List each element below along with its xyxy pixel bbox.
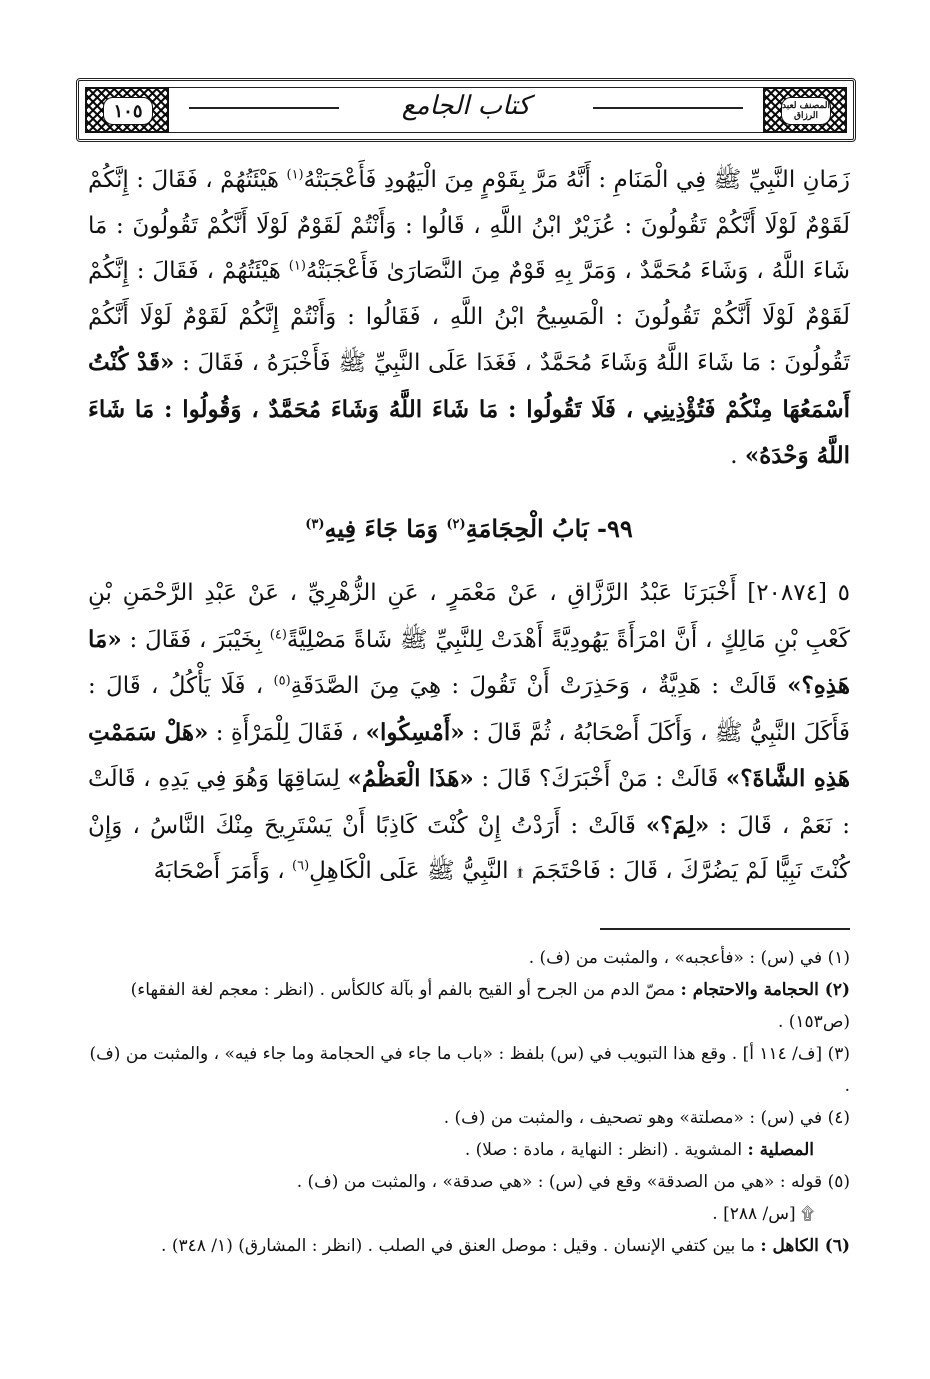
footnote-text: ما بين كتفي الإنسان . وقيل : موصل العنق في الصلب . (انظر : المشارق) (١/ ٣٤٨) . [161,1236,761,1256]
page-reference-note [80,1198,850,1230]
prophet-quote: «لِمَ؟» [645,811,710,839]
text-run: ٥ [٢٠٨٧٤] أَخْبَرَنَا عَبْدُ الرَّزَّاقِ ، عَنْ مَعْمَرٍ ، عَنِ الزُّهْرِيِّ ، عَنْ عَبْدِ الرَّحْمَنِ بْنِ كَعْبِ بْنِ مَالِكٍ ، أَنَّ امْرَأَةً يَهُودِيَّةً أَهْدَتْ لِلنَّبِيِّ ﷺ شَاةً مَصْلِيَّةً [88,580,850,653]
text-run: ، وَأَمَرَ أَصْحَابَهُ [153,858,293,884]
chapter-heading [88,506,850,552]
page-header [76,78,856,142]
text-run: هَيْئَتُهُمْ ، فَقَالَ : إِنَّكُمْ لَقَوْمٌ لَوْلَا أَنَّكُمْ تَقُولُونَ : الْمَسِيحُ ابْنُ اللَّهِ ، فَقَالُوا : وَأَنْتُمْ إِنَّكُمْ لَقَوْمٌ لَوْلَا أَنَّكُمْ تَقُولُونَ : مَا شَاءَ اللَّهُ وَشَاءَ مُحَمَّدٌ ، فَغَدَا عَلَى النَّبِيِّ ﷺ فَأَخْبَرَهُ ، فَقَالَ : [88,258,850,376]
footnote-4 [80,1102,850,1134]
footnote-5 [80,1166,850,1198]
footnote-6 [80,1230,850,1262]
text-run: قَالَتْ : هَدِيَّةٌ ، وَحَذِرَتْ أَنْ تَقُولَ : هِيَ مِنَ الصَّدَقَةِ [290,673,788,699]
footnote-term: المصلية : [747,1140,814,1160]
chapter-title-cont: وَمَا جَاءَ فِيهِ [324,513,447,543]
footnote-1 [80,942,850,974]
book-title: كتاب الجامع [401,91,531,121]
footnote-4-definition [80,1134,850,1166]
prophet-quote: «أَمْسِكُوا» [365,718,465,746]
footnote-marker: (٥) [273,673,291,689]
text-run: ، فَقَالَ لِلْمَرْأَةِ : [208,719,366,746]
footnote-term: (٦) الكاهل : [760,1236,850,1256]
main-text [88,158,850,895]
prophet-quote: «هَلْ سَمَمْتِ هَذِهِ الشَّاةَ؟» [88,718,850,792]
footnote-marker: (٤) [269,626,287,642]
footnote-text: ۩ [س/ ٢٨٨] . [712,1204,814,1224]
page-number: ١٠٥ [103,97,153,125]
text-run: قَالَتْ : مَنْ أَخْبَرَكَ؟ قَالَ : [473,766,726,792]
footnote-marker: (٢) [446,516,466,532]
footnote-marker: (٦) [292,858,310,874]
emblem-text: المصنف لعبد الرزاق [781,97,831,125]
footnote-text: (٣) [ف/ ١١٤ أ] . وقع هذا التبويب في (س) بلفظ : «باب ما جاء في الحجامة وما جاء فيه» ، والمثبت من (ف) . [89,1044,850,1096]
footnote-text: (٥) قوله : «هي من الصدقة» وقع في (س) : «هي صدقة» ، والمثبت من (ف) . [296,1172,850,1192]
hadith-20874 [88,571,850,895]
text-run: هَيْئَتُهُمْ ، فَقَالَ : إِنَّكُمْ لَقَوْمٌ لَوْلَا أَنَّكُمْ تَقُولُونَ : عُزَيْرٌ ابْنُ اللَّهِ ، قَالُوا : وَأَنْتُمْ لَقَوْمٌ لَوْلَا أَنَّكُمْ تَقُولُونَ : مَا شَاءَ اللَّهُ ، وَشَاءَ مُحَمَّدٌ ، وَمَرَّ بِهِ قَوْمٌ مِنَ النَّصَارَىٰ فَأَعْجَبَتْهُ [88,167,850,284]
prophet-quote: «قَدْ كُنْتُ أَسْمَعُهَا مِنْكُمْ فَتُؤْذِينِي ، فَلَا تَقُولُوا : مَا شَاءَ اللَّهُ وَشَاءَ مُحَمَّدٌ ، وَقُولُوا : مَا شَاءَ اللَّهُ وَحْدَهُ» [88,349,850,469]
footnote-text: المشوية . (انظر : النهاية ، مادة : صلا) . [464,1140,748,1160]
footnote-divider [600,928,850,930]
footnote-term: (٢) الحجامة والاحتجام : [680,980,850,1000]
footnote-marker: (١) [288,258,306,274]
text-run: قَالَتْ : أَرَدْتُ إِنْ كُنْتَ كَاذِبًا أَنْ يَسْتَرِيحَ مِنْكَ النَّاسُ ، وَإِنْ كُنْتَ نَبِيًّا لَمْ يَضُرَّكَ ، قَالَ : فَاحْتَجَمَ ۩ النَّبِيُّ ﷺ عَلَى الْكَاهِلِ [88,812,850,884]
prophet-quote: «هَذَا الْعَظْمُ» [347,765,474,792]
text-run: بِخَيْبَرَ ، فَقَالَ : [121,626,270,653]
footnote-2 [80,974,850,1038]
footnotes [80,942,850,1262]
text-run: زَمَانِ النَّبِيِّ ﷺ فِي الْمَنَامِ : أَنَّهُ مَرَّ بِقَوْمٍ مِنَ الْيَهُودِ فَأَعْجَبَتْهُ [303,167,850,193]
text-run: ، فَلَا يَأْكُلُ ، قَالَ : فَأَكَلَ النَّبِيُّ ﷺ ، وَأَكَلَ أَصْحَابُهُ ، ثُمَّ قَالَ : [88,673,850,746]
text-run: . [730,443,745,469]
footnote-text: (١) في (س) : «فأعجبه» ، والمثبت من (ف) . [528,948,850,968]
footnote-text: مصّ الدم من الجرح أو القيح بالفم أو بآلة كالكأس . (انظر : معجم لغة الفقهاء) (ص١٥٣) . [130,980,850,1032]
paragraph-dream-narration [88,158,850,480]
prophet-quote: «مَا هَذِهِ؟» [88,625,851,699]
footnote-marker: (١) [286,167,304,183]
footnote-text: (٤) في (س) : «مصلتة» وهو تصحيف ، والمثبت من (ف) . [443,1108,850,1128]
footnote-marker: (٣) [305,516,325,532]
text-run: لِسَاقِهَا وَهُوَ فِي يَدِهِ ، قَالَتْ : نَعَمْ ، قَالَ : [88,766,850,839]
page-number-ornament [85,87,169,133]
chapter-title: ٩٩- بَابُ الْحِجَامَةِ [465,513,633,543]
footnote-3 [80,1038,850,1102]
